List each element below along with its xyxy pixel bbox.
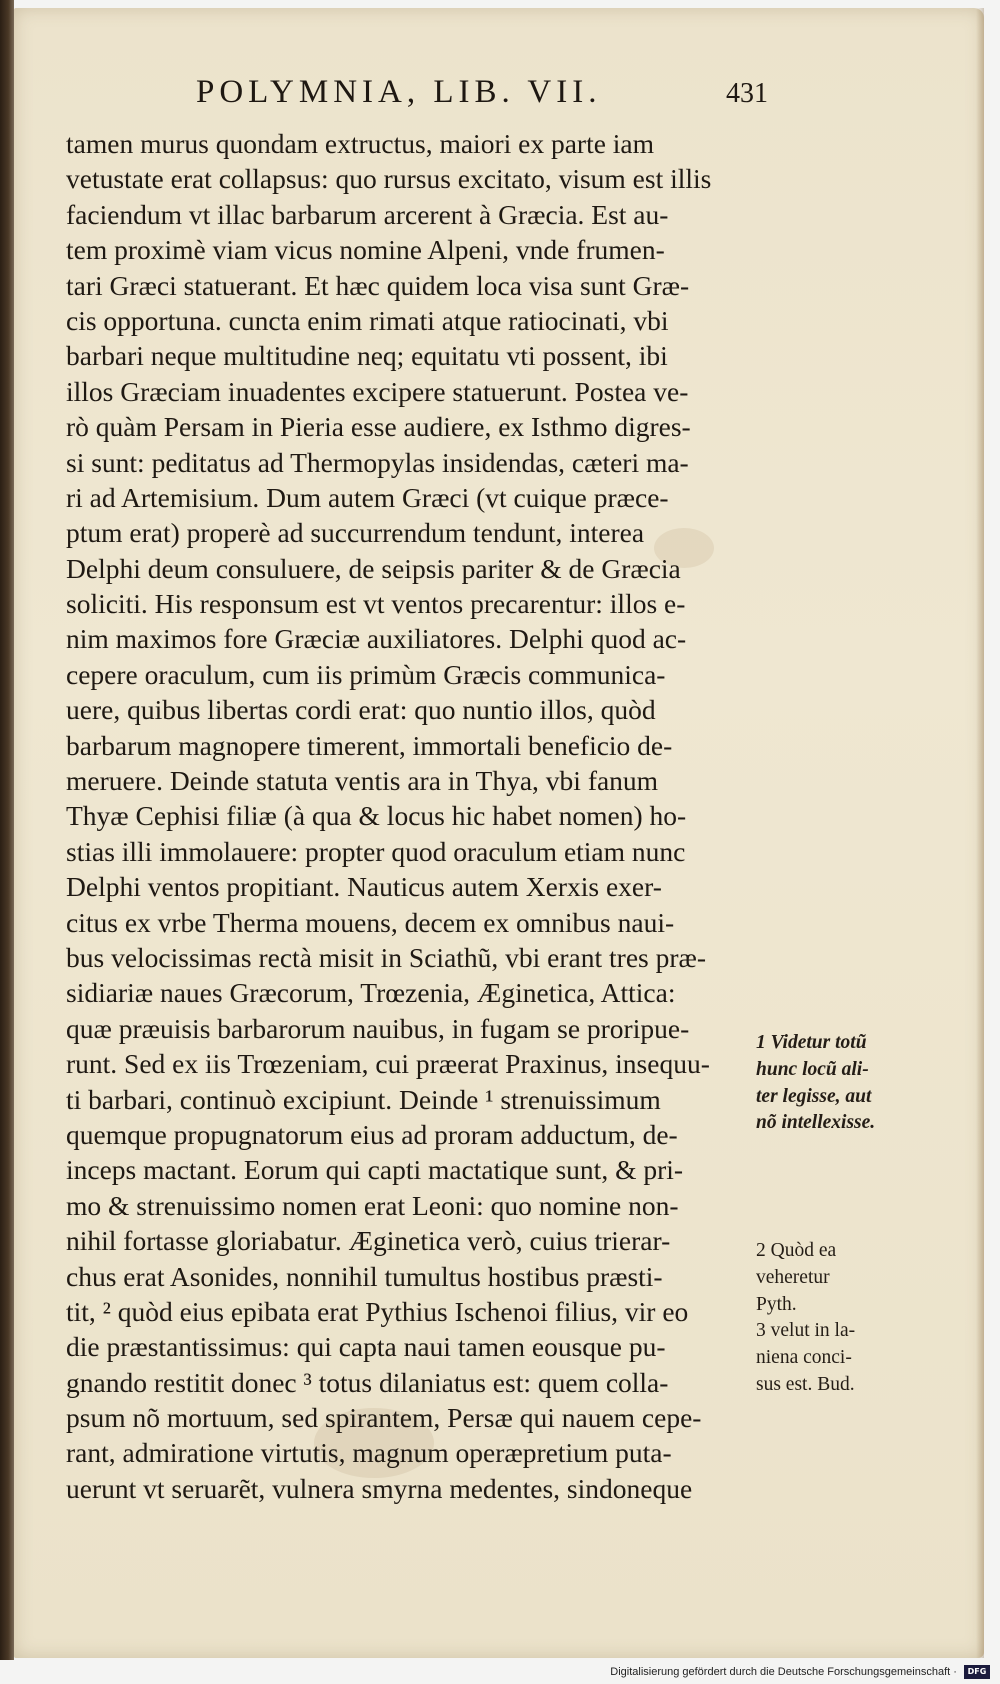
text-line: citus ex vrbe Therma mouens, decem ex omnibus naui- [66,906,675,938]
running-title: POLYMNIA, LIB. VII. [196,74,602,110]
book-page [14,8,984,1658]
text-line: uere, quibus libertas cordi erat: quo nuntio illos, quòd [66,694,656,726]
text-line: meruere. Deinde statuta ventis ara in Thya, vbi fanum [66,765,659,797]
text-line: chus erat Asonides, nonnihil tumultus hostibus præsti- [66,1260,663,1292]
text-line: die præstantissimus: qui capta naui tamen eousque pu- [66,1331,666,1363]
text-line: nim maximos fore Græciæ auxiliatores. Delphi quod ac- [66,623,687,655]
text-line: Delphi ventos propitiant. Nauticus autem Xerxis exer- [66,871,662,903]
note-line: 1 Videtur totũ [756,1032,867,1053]
text-line: illos Græciam inuadentes excipere statuerunt. Postea ve- [66,375,689,407]
text-line: Delphi deum consuluere, de seipsis pariter & de Græcia [66,552,681,584]
note-line: niena conci- [756,1347,852,1369]
text-line: sidiariæ naues Græcorum, Trœzenia, Æginetica, Attica: [66,977,676,1009]
text-line: psum nõ mortuum, sed spirantem, Persæ qui nauem cepe- [66,1402,702,1434]
text-line: ptum erat) properè ad succurrendum tendunt, interea [66,517,645,549]
page-edge-shading [976,8,984,1658]
text-line: bus velocissimas rectà misit in Sciathũ, vbi erant tres præ- [66,941,707,973]
text-line: soliciti. His responsum est vt ventos precarentur: illos e- [66,588,686,620]
note-line: 3 velut in la- [756,1320,856,1342]
book-binding-shadow [0,0,14,1660]
text-line: tari Græci statuerant. Et hæc quidem loca visa sunt Græ- [66,269,690,301]
note-line: veheretur [756,1266,830,1288]
text-line: cepere oraculum, cum iis primùm Græcis communica- [66,658,666,690]
note-line: nõ intellexisse. [756,1112,876,1134]
text-line: runt. Sed ex iis Trœzeniam, cui præerat Praxinus, insequu- [66,1048,710,1080]
footer-credit: Digitalisierung gefördert durch die Deutsche Forschungsgemeinschaft · [610,1666,957,1679]
main-text-block [66,126,801,1506]
text-line: quemque propugnatorum eius ad proram adductum, de- [66,1118,678,1150]
text-line: gnando restitit donec ³ totus dilaniatus est: quem colla- [66,1366,669,1398]
text-line: barbarum magnopere timerent, immortali beneficio de- [66,729,673,761]
text-line: rò quàm Persam in Pieria esse audiere, ex Isthmo digres- [66,411,691,443]
text-line: si sunt: peditatus ad Thermopylas insidendas, cæteri ma- [66,446,689,478]
text-line: ti barbari, continuò excipiunt. Deinde ¹ strenuissimum [66,1083,661,1115]
text-line: rant, admiratione virtutis, magnum operæpretium puta- [66,1437,672,1469]
text-line: barbari neque multitudine neq; equitatu vti possent, ibi [66,340,668,372]
text-line: uerunt vt seruarẽt, vulnera smyrna medentes, sindoneque [66,1472,693,1504]
text-line: inceps mactant. Eorum qui capti mactatique sunt, & pri- [66,1154,684,1186]
note-line: 2 Quòd ea [756,1240,837,1261]
text-line: cis opportuna. cuncta enim rimati atque ratiocinati, vbi [66,304,669,336]
text-line: ri ad Artemisium. Dum autem Græci (vt cuique præce- [66,481,669,513]
page-number: 431 [726,78,768,109]
note-line: hunc locũ ali- [756,1058,869,1080]
running-head [14,74,984,130]
marginal-note-1 [756,1030,971,1137]
text-line: tem proximè viam vicus nomine Alpeni, vnde frumen- [66,234,665,266]
text-line: quæ præuisis barbarorum nauibus, in fugam se proripue- [66,1012,690,1044]
text-line: tit, ² quòd eius epibata erat Pythius Ischenoi filius, vir eo [66,1295,689,1327]
dfg-logo-badge: DFG [964,1665,990,1679]
marginal-note-2 [756,1238,971,1399]
text-line: tamen murus quondam extructus, maiori ex parte iam [66,128,655,159]
note-line: sus est. Bud. [756,1373,855,1395]
text-line: vetustate erat collapsus: quo rursus excitato, visum est illis [66,163,712,195]
text-line: faciendum vt illac barbarum arcerent à Græcia. Est au- [66,198,669,230]
text-line: mo & strenuissimo nomen erat Leoni: quo nomine non- [66,1189,679,1221]
note-line: ter legisse, aut [756,1085,872,1107]
text-line: Thyæ Cephisi filiæ (à qua & locus hic habet nomen) ho- [66,800,687,832]
text-line: nihil fortasse gloriabatur. Æginetica verò, cuius trierar- [66,1225,671,1257]
text-line: stias illi immolauere: propter quod oraculum etiam nunc [66,835,686,867]
note-line: Pyth. [756,1293,797,1315]
digitization-footer [610,1664,990,1680]
